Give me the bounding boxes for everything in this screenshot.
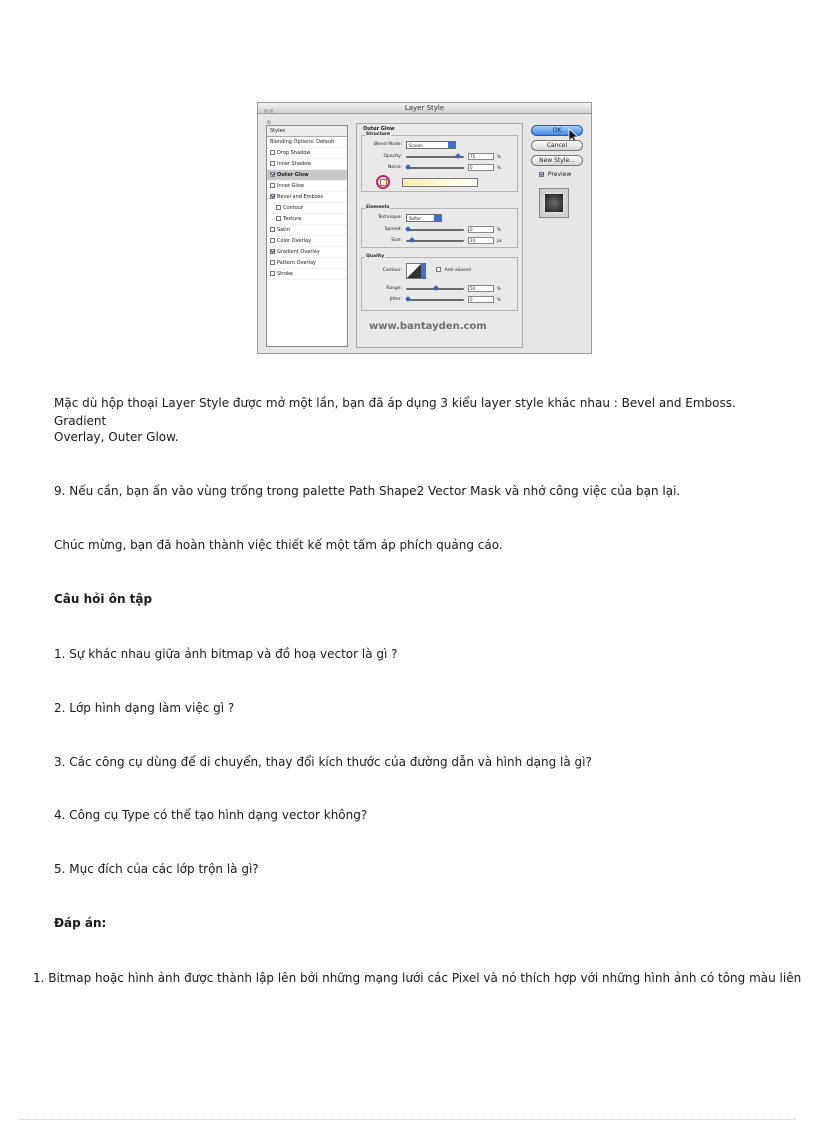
spread-field[interactable]: 0 <box>468 226 494 233</box>
size-unit: px <box>497 238 502 243</box>
style-checkbox[interactable] <box>270 161 275 166</box>
spread-row <box>366 226 516 234</box>
opacity-unit: % <box>497 154 501 159</box>
contour-preview-icon[interactable] <box>406 263 426 279</box>
style-list-label: Pattern Overlay <box>277 260 317 266</box>
noise-row <box>366 164 516 172</box>
anti-aliased-checkbox[interactable] <box>436 267 441 272</box>
structure-label: Structure <box>366 132 391 137</box>
layer-style-screenshot <box>257 102 592 354</box>
range-slider[interactable] <box>406 288 464 290</box>
section-title: Outer Glow <box>363 126 395 132</box>
noise-unit: % <box>497 165 501 170</box>
style-list-item[interactable] <box>267 181 347 192</box>
technique-label: Technique: <box>377 215 402 220</box>
style-list-item[interactable] <box>267 126 347 137</box>
paragraph-1-line-2: Overlay, Outer Glow. <box>54 430 179 444</box>
spread-label: Spread: <box>384 227 402 232</box>
paragraph-congrats: Chúc mừng, bạn đã hoàn thành việc thiết kế một tấm áp phích quảng cáo. <box>54 538 503 552</box>
blend-mode-select[interactable]: Screen <box>406 141 456 149</box>
noise-label: Noise: <box>388 165 402 170</box>
size-field[interactable]: 24 <box>468 237 494 244</box>
style-list-item[interactable] <box>267 203 347 214</box>
size-label: Size: <box>391 238 402 243</box>
page-footer-divider <box>20 1119 796 1120</box>
styles-list <box>266 125 348 347</box>
style-list-label: Drop Shadow <box>277 150 311 156</box>
style-checkbox[interactable] <box>270 249 275 254</box>
contour-label: Contour: <box>382 268 402 273</box>
preview-checkbox[interactable] <box>539 172 544 177</box>
noise-field[interactable]: 0 <box>468 164 494 171</box>
paragraph-step-9: 9. Nếu cần, bạn ấn vào vùng trống trong palette Path Shape2 Vector Mask và nhớ công việc của bạn lại. <box>54 484 681 498</box>
style-list-item[interactable] <box>267 214 347 225</box>
style-list-label: Color Overlay <box>277 238 312 244</box>
technique-select[interactable]: Softer <box>406 214 442 222</box>
style-checkbox[interactable] <box>270 194 275 199</box>
quality-group <box>361 254 518 311</box>
review-heading: Câu hỏi ôn tập <box>54 592 153 606</box>
window-controls <box>262 106 276 111</box>
style-list-label: Stroke <box>277 271 293 277</box>
style-checkbox[interactable] <box>270 150 275 155</box>
style-checkbox[interactable] <box>270 238 275 243</box>
style-preview-thumbnail <box>539 188 569 218</box>
style-list-label: Blending Options: Default <box>270 139 335 145</box>
preview-label: Preview <box>547 171 572 178</box>
style-list-item[interactable] <box>267 269 347 280</box>
elements-group <box>361 205 518 248</box>
glow-gradient-picker[interactable] <box>402 178 478 187</box>
size-row <box>366 237 516 245</box>
style-checkbox[interactable] <box>276 216 281 221</box>
outer-glow-panel <box>356 123 523 348</box>
opacity-field[interactable]: 75 <box>468 153 494 160</box>
style-checkbox[interactable] <box>270 227 275 232</box>
style-list-label: Contour <box>283 205 303 211</box>
blend-mode-label: Blend Mode: <box>373 142 402 147</box>
jitter-unit: % <box>497 297 501 302</box>
opacity-slider[interactable] <box>406 156 464 158</box>
style-list-item[interactable] <box>267 225 347 236</box>
watermark-text: www.bantayden.com <box>369 321 487 332</box>
quality-label: Quality <box>366 254 385 259</box>
style-list-label: Inner Shadow <box>277 161 312 167</box>
jitter-row <box>366 296 516 304</box>
style-list-label: Satin <box>277 227 290 233</box>
question-2: 2. Lớp hình dạng làm việc gì ? <box>54 701 235 715</box>
ok-button[interactable]: OK <box>531 125 583 136</box>
range-label: Range: <box>386 286 402 291</box>
blend-mode-row <box>366 141 516 149</box>
style-list-item[interactable] <box>267 192 347 203</box>
glow-color-swatch[interactable] <box>380 179 387 186</box>
range-unit: % <box>497 286 501 291</box>
preview-row <box>539 171 571 179</box>
opacity-row <box>366 153 516 161</box>
technique-row <box>366 214 516 222</box>
noise-slider[interactable] <box>406 167 464 169</box>
answers-heading: Đáp án: <box>54 916 107 930</box>
jitter-slider[interactable] <box>406 299 464 301</box>
style-checkbox[interactable] <box>270 271 275 276</box>
style-checkbox[interactable] <box>270 183 275 188</box>
style-checkbox[interactable] <box>276 205 281 210</box>
style-list-item[interactable] <box>267 170 347 181</box>
style-list-label: Outer Glow <box>277 172 309 178</box>
elements-label: Elements <box>366 205 390 210</box>
new-style-button[interactable]: New Style... <box>531 155 583 166</box>
paragraph-1-line-1: Mặc dù hộp thoại Layer Style được mở một lần, bạn đã áp dụng 3 kiểu layer style khác nhau : Bevel and Emboss. Gradient <box>54 396 736 428</box>
style-list-item[interactable] <box>267 159 347 170</box>
anti-aliased-label: Anti-aliased <box>444 268 471 273</box>
style-list-label: Styles <box>270 128 286 134</box>
style-checkbox[interactable] <box>270 172 275 177</box>
question-3: 3. Các công cụ dùng để di chuyển, thay đổi kích thước của đường dẫn và hình dạng là gì? <box>54 755 592 769</box>
anti-aliased-row <box>436 267 471 275</box>
style-list-label: Gradient Overlay <box>277 249 320 255</box>
range-row <box>366 285 516 293</box>
style-list-label: Bevel and Emboss <box>277 194 323 200</box>
style-list-item[interactable] <box>267 258 347 269</box>
style-list-label: Inner Glow <box>277 183 304 189</box>
style-list-item[interactable] <box>267 148 347 159</box>
structure-group <box>361 132 518 192</box>
style-list-item[interactable] <box>267 236 347 247</box>
jitter-label: Jitter: <box>389 297 402 302</box>
window-title: Layer Style <box>404 104 445 112</box>
question-1: 1. Sự khác nhau giữa ảnh bitmap và đồ hoạ vector là gì ? <box>54 647 398 661</box>
cancel-button[interactable]: Cancel <box>531 140 583 151</box>
question-5: 5. Mục đích của các lớp trộn là gì? <box>54 862 259 876</box>
answer-1: 1. Bitmap hoặc hình ảnh được thành lập lên bởi những mạng lưới các Pixel và nó thích hợp với những hình ảnh có tông màu liên <box>33 971 802 985</box>
question-4: 4. Công cụ Type có thể tạo hình dạng vector không? <box>54 808 368 822</box>
style-list-item[interactable] <box>267 247 347 258</box>
style-checkbox[interactable] <box>270 260 275 265</box>
window-titlebar <box>258 103 591 114</box>
opacity-label: Opacity: <box>383 154 402 159</box>
style-list-label: Texture <box>283 216 302 222</box>
range-field[interactable]: 50 <box>468 285 494 292</box>
spread-unit: % <box>497 227 501 232</box>
jitter-field[interactable]: 0 <box>468 296 494 303</box>
size-slider[interactable] <box>406 240 464 242</box>
spread-slider[interactable] <box>406 229 464 231</box>
style-list-item[interactable] <box>267 137 347 148</box>
